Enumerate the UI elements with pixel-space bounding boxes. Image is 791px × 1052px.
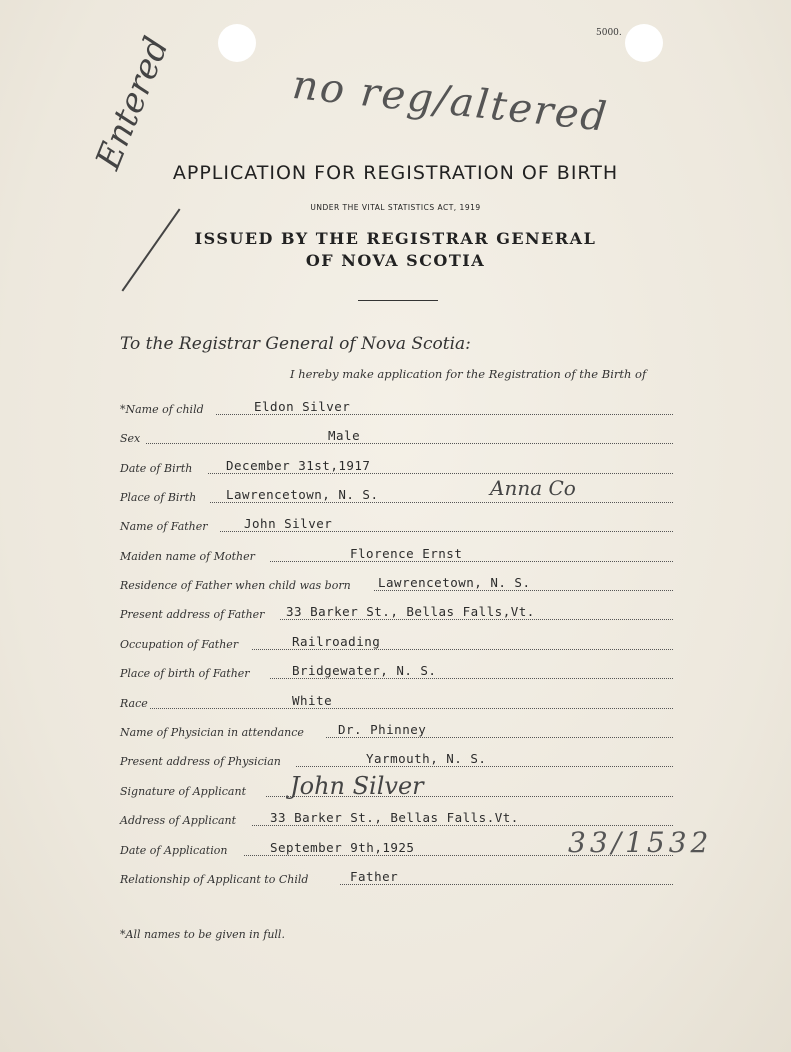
field-label: Name of Physician in attendance xyxy=(120,726,304,739)
field-row-father-occupation xyxy=(120,635,673,653)
field-row-father-residence xyxy=(120,576,673,594)
field-line xyxy=(270,561,673,562)
field-label: Date of Application xyxy=(120,844,228,857)
field-row-date-of-birth xyxy=(120,459,673,477)
form-number: 5000. xyxy=(596,28,622,38)
title-divider xyxy=(358,300,438,301)
field-value: Dr. Phinney xyxy=(338,722,427,737)
field-label: Address of Applicant xyxy=(120,814,237,827)
field-label: Present address of Father xyxy=(120,608,265,621)
field-label: Maiden name of Mother xyxy=(120,550,255,563)
pen-stroke xyxy=(122,208,181,291)
document-title: APPLICATION FOR REGISTRATION OF BIRTH xyxy=(172,162,619,184)
handwritten-top-note: no reg/altered xyxy=(290,62,611,141)
punch-hole-left xyxy=(218,24,256,62)
handwritten-registration-number: 33/1532 xyxy=(568,826,713,859)
field-value: Florence Ernst xyxy=(350,546,463,561)
field-label: Present address of Physician xyxy=(120,755,281,768)
document-subtitle: UNDER THE VITAL STATISTICS ACT, 1919 xyxy=(310,203,481,212)
field-value: Eldon Silver xyxy=(254,399,351,414)
field-value: 33 Barker St., Bellas Falls,Vt. xyxy=(286,604,535,619)
field-value: 33 Barker St., Bellas Falls.Vt. xyxy=(270,810,519,825)
field-row-child-name xyxy=(120,400,673,418)
field-label: Place of birth of Father xyxy=(120,667,250,680)
field-value: White xyxy=(292,693,333,708)
field-value: September 9th,1925 xyxy=(270,840,415,855)
field-value: Lawrencetown, N. S. xyxy=(378,575,531,590)
footnote: *All names to be given in full. xyxy=(120,928,285,941)
field-row-mother-maiden-name xyxy=(120,547,673,565)
field-line xyxy=(326,737,673,738)
field-row-physician-address xyxy=(120,752,673,770)
field-label: *Name of child xyxy=(120,403,204,416)
field-row-physician-name xyxy=(120,723,673,741)
field-line xyxy=(210,502,673,503)
field-line xyxy=(270,678,673,679)
field-label: Name of Father xyxy=(120,520,208,533)
field-line xyxy=(150,708,673,709)
field-label: Date of Birth xyxy=(120,462,193,475)
field-line xyxy=(340,884,673,885)
field-value: Bridgewater, N. S. xyxy=(292,663,437,678)
field-value: Father xyxy=(350,869,399,884)
field-line xyxy=(220,531,673,532)
field-line xyxy=(146,443,673,444)
handwritten-signature: John Silver xyxy=(290,772,424,800)
field-value: John Silver xyxy=(244,516,333,531)
field-value: Railroading xyxy=(292,634,381,649)
field-label: Occupation of Father xyxy=(120,638,239,651)
field-line xyxy=(208,473,673,474)
issuer-line-1: ISSUED BY THE REGISTRAR GENERAL xyxy=(194,229,597,248)
field-row-sex xyxy=(120,429,673,447)
field-line xyxy=(216,414,673,415)
field-value: Yarmouth, N. S. xyxy=(366,751,487,766)
field-value: December 31st,1917 xyxy=(226,458,371,473)
field-label: Sex xyxy=(120,432,141,445)
handwritten-county-note: Anna Co xyxy=(490,476,576,500)
field-label: Residence of Father when child was born xyxy=(120,579,351,592)
field-value: Male xyxy=(328,428,361,443)
field-row-father-address xyxy=(120,605,673,623)
salutation: To the Registrar General of Nova Scotia: xyxy=(120,334,471,354)
field-label: Place of Birth xyxy=(120,491,197,504)
field-value: Lawrencetown, N. S. xyxy=(226,487,379,502)
field-row-race xyxy=(120,694,673,712)
field-row-father-name xyxy=(120,517,673,535)
field-row-father-birthplace xyxy=(120,664,673,682)
field-line xyxy=(374,590,673,591)
intro-text: I hereby make application for the Registration of the Birth of xyxy=(290,367,647,381)
punch-hole-right xyxy=(625,24,663,62)
field-row-place-of-birth xyxy=(120,488,673,506)
field-row-relationship xyxy=(120,870,673,888)
field-label: Signature of Applicant xyxy=(120,785,246,798)
field-line xyxy=(280,619,673,620)
field-line xyxy=(252,649,673,650)
field-label: Relationship of Applicant to Child xyxy=(120,873,309,886)
field-line xyxy=(296,766,673,767)
field-label: Race xyxy=(120,697,148,710)
issuer-line-2: OF NOVA SCOTIA xyxy=(305,251,486,270)
handwritten-entered-note: Entered xyxy=(88,31,178,175)
